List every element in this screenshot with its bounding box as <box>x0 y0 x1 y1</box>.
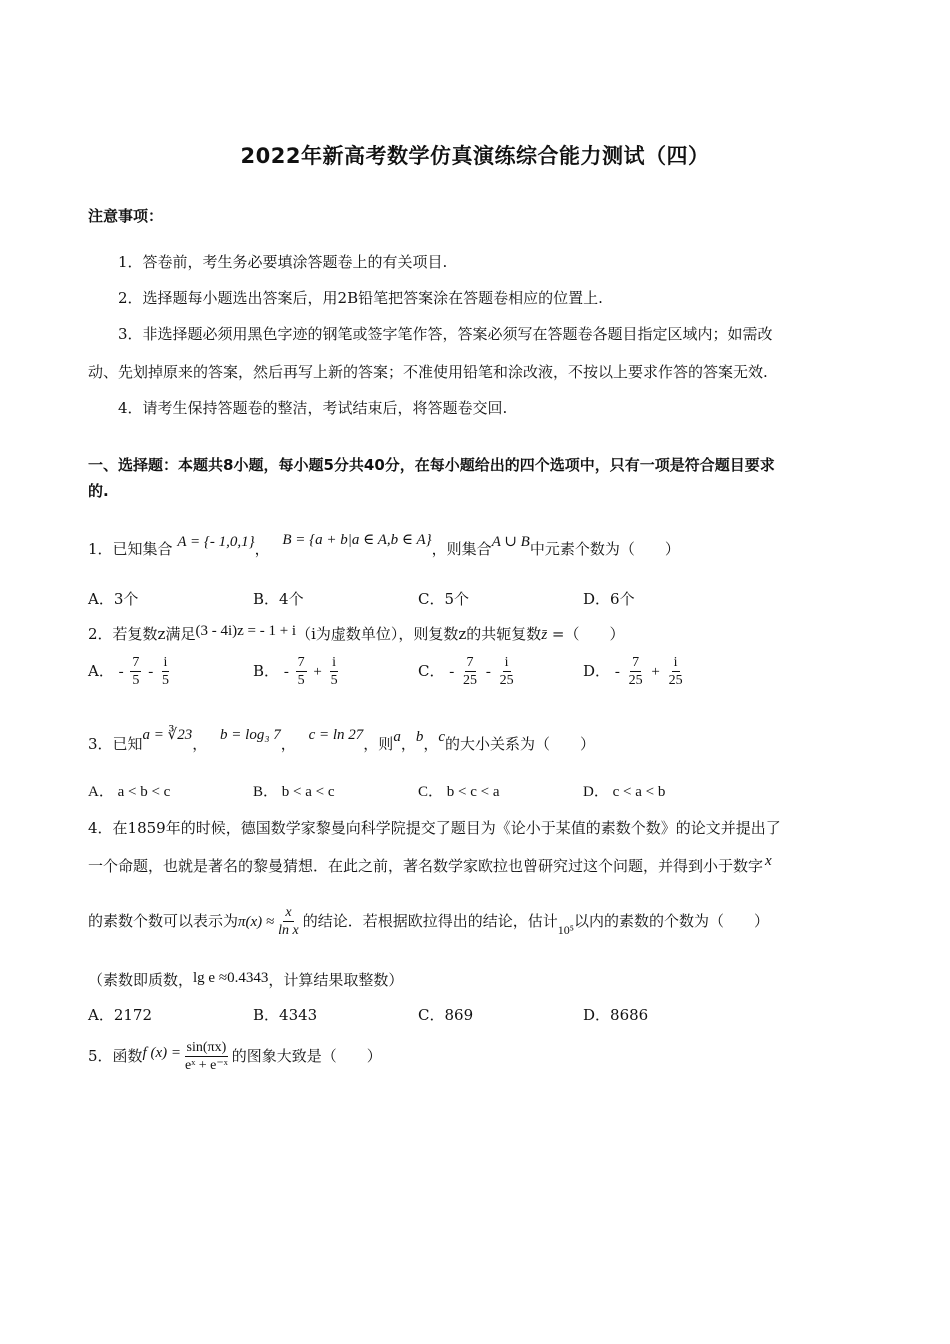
q5-frac-num: sin(πx) <box>185 1040 229 1057</box>
q4-line-2-text: 一个命题，也就是著名的黎曼猜想．在此之前，著名数学家欧拉也曾研究过这个问题，并得到小于数字 <box>88 857 764 875</box>
q4-ten-pow: 10⁵ <box>557 922 574 937</box>
q1-option-d[interactable]: D．6个 <box>583 590 635 608</box>
notice-item-3: 3．非选择题必须用黑色字迹的钢笔或签字笔作答，答案必须写在答题卷各题目指定区域内；如需改 <box>118 325 773 343</box>
q1-option-c[interactable]: C．5个 <box>418 590 470 608</box>
q3-var-b: b <box>415 729 424 745</box>
q3-a-def: a = ∛23 <box>142 727 193 743</box>
q2-zbar: z̄ <box>541 627 548 643</box>
q2-mid: （i为虚数单位），则复数z的共轭复数 <box>296 625 542 643</box>
q2-d-num1: 7 <box>630 655 641 672</box>
q4-line-4-prefix: （素数即质数， <box>88 971 194 989</box>
q4-line-3 <box>88 905 769 939</box>
q1-set-a: A = {- 1,0,1} <box>177 534 255 550</box>
q1-set-b: B = {a + b|a ∈ A,b ∈ A} <box>282 532 432 548</box>
q4-pi-expr: π(x) ≈ <box>238 913 275 930</box>
q2-d-den2: 25 <box>668 673 683 689</box>
question-2 <box>88 623 625 644</box>
q2-c-den2: 25 <box>499 673 514 689</box>
q3-option-d[interactable]: D． c < a < b <box>583 784 666 800</box>
q4-line-4-suffix: ，计算结果取整数） <box>268 971 404 989</box>
q4-frac-num: x <box>283 905 293 922</box>
q4-line-3-suffix: 以内的素数的个数为（ ） <box>573 911 769 930</box>
q3-option-c[interactable]: C． b < c < a <box>418 784 500 800</box>
q3-sep2: ， <box>280 735 296 753</box>
q1-suffix: 中元素个数为（ ） <box>529 540 680 558</box>
q2-option-d[interactable] <box>583 655 687 689</box>
q3-mid: ，则 <box>363 735 394 753</box>
q3-option-a[interactable]: A． a < b < c <box>88 784 171 800</box>
q2-c-sign1: - <box>449 663 455 680</box>
q2-d-frac2 <box>667 655 685 689</box>
q2-b-den1: 5 <box>297 673 305 689</box>
q2-a-num2: i <box>162 655 170 672</box>
section1-heading: 一、选择题：本题共8小题，每小题5分共40分，在每小题给出的四个选项中，只有一项是符合题目要求 <box>88 456 775 474</box>
q2-b-frac1 <box>296 655 307 689</box>
q2-a-frac1 <box>130 655 141 689</box>
q2-c-den1: 25 <box>463 673 478 689</box>
q2-a-sign1: - <box>118 663 124 680</box>
q2-b-den2: 5 <box>330 673 338 689</box>
q3-prefix: 3．已知 <box>88 735 143 753</box>
q3-sep3: ， <box>400 735 416 753</box>
q4-line-1: 4．在1859年的时候，德国数学家黎曼向科学院提交了题目为《论小于某值的素数个数》的论文并提出了 <box>88 819 781 837</box>
notice-heading: 注意事项： <box>88 207 164 225</box>
section1-heading-cont: 的. <box>88 482 109 500</box>
q4-line-3-prefix: 的素数个数可以表示为 <box>88 911 239 930</box>
q2-b-sign2: + <box>313 663 322 680</box>
q3-b-def: b = log₃ 7 <box>220 727 281 743</box>
q3-sep1: ， <box>192 735 208 753</box>
q3-sep4: ， <box>423 735 439 753</box>
q2-d-frac1 <box>627 655 645 689</box>
q1-option-b[interactable]: B．4个 <box>253 590 304 608</box>
q2-option-a-label: A． <box>88 661 114 680</box>
q4-frac <box>276 905 301 939</box>
q4-option-c[interactable]: C．869 <box>418 1006 474 1024</box>
q2-d-sign1: - <box>614 663 620 680</box>
q1-separator: ， <box>254 540 270 558</box>
q2-a-sign2: - <box>148 663 154 680</box>
q2-c-sign2: - <box>485 663 491 680</box>
q2-option-d-label: D． <box>583 661 611 680</box>
q4-lge: lg e ≈0.4343 <box>193 970 269 986</box>
q2-option-c[interactable] <box>418 655 518 689</box>
q3-var-c: c <box>438 729 446 745</box>
q2-a-den2: 5 <box>161 673 169 689</box>
page-title: 2022年新高考数学仿真演练综合能力测试（四） <box>240 144 710 168</box>
q5-frac-den: eˣ + e⁻ˣ <box>184 1058 228 1074</box>
q2-d-den1: 25 <box>628 673 643 689</box>
q4-line-4 <box>88 969 403 990</box>
q2-suffix: =（ ） <box>547 625 625 643</box>
q2-option-c-label: C． <box>418 661 445 680</box>
q5-frac <box>183 1040 230 1074</box>
q3-option-b[interactable]: B． b < a < c <box>253 784 335 800</box>
notice-item-3-cont: 动、先划掉原来的答案，然后再写上新的答案；不准使用铅笔和涂改液，不按以上要求作答的答案无效. <box>88 363 768 381</box>
q2-c-num2: i <box>503 655 511 672</box>
q2-c-num1: 7 <box>465 655 476 672</box>
q2-a-frac2 <box>160 655 171 689</box>
q2-c-frac2 <box>498 655 516 689</box>
q4-option-b[interactable]: B．4343 <box>253 1006 318 1024</box>
question-1 <box>88 532 680 559</box>
q3-suffix: 的大小关系为（ ） <box>445 735 596 753</box>
q2-prefix: 2．若复数z满足 <box>88 625 196 643</box>
q2-d-num2: i <box>672 655 680 672</box>
q2-a-den1: 5 <box>132 673 140 689</box>
q2-b-frac2 <box>329 655 340 689</box>
q2-equation: (3 - 4i)z = - 1 + i <box>195 623 297 639</box>
q4-var-x: x <box>765 853 772 869</box>
q4-frac-den: ln x <box>278 923 299 939</box>
notice-item-4: 4．请考生保持答题卷的整洁，考试结束后，将答题卷交回. <box>118 399 508 417</box>
q2-b-num2: i <box>330 655 338 672</box>
q1-union: A ∪ B <box>491 534 530 550</box>
q5-fx: f (x) = <box>142 1044 181 1061</box>
q4-line-3-mid: 的结论．若根据欧拉得出的结论，估计 <box>302 911 558 930</box>
q1-option-a[interactable]: A．3个 <box>88 590 139 608</box>
question-3 <box>88 727 596 754</box>
q3-c-def: c = ln 27 <box>308 727 364 743</box>
q4-option-d[interactable]: D．8686 <box>583 1006 649 1024</box>
q5-prefix: 5．函数 <box>88 1046 143 1065</box>
q2-a-num1: 7 <box>130 655 141 672</box>
q1-prefix: 1．已知集合 <box>88 540 173 558</box>
notice-item-1: 1．答卷前，考生务必要填涂答题卷上的有关项目. <box>118 253 448 271</box>
question-5 <box>88 1040 382 1074</box>
q1-mid: ，则集合 <box>431 540 492 558</box>
q2-b-sign1: - <box>283 663 289 680</box>
q4-option-a[interactable]: A．2172 <box>88 1006 153 1024</box>
q2-option-b[interactable] <box>253 655 342 689</box>
q5-suffix: 的图象大致是（ ） <box>231 1046 382 1065</box>
q4-line-2 <box>88 855 772 876</box>
q2-c-frac1 <box>461 655 479 689</box>
q2-option-b-label: B． <box>253 661 280 680</box>
q3-var-a: a <box>393 729 401 745</box>
q2-b-num1: 7 <box>296 655 307 672</box>
q2-d-sign2: + <box>651 663 660 680</box>
q2-option-a[interactable] <box>88 655 173 689</box>
notice-item-2: 2．选择题每小题选出答案后，用2B铅笔把答案涂在答题卷相应的位置上. <box>118 289 603 307</box>
